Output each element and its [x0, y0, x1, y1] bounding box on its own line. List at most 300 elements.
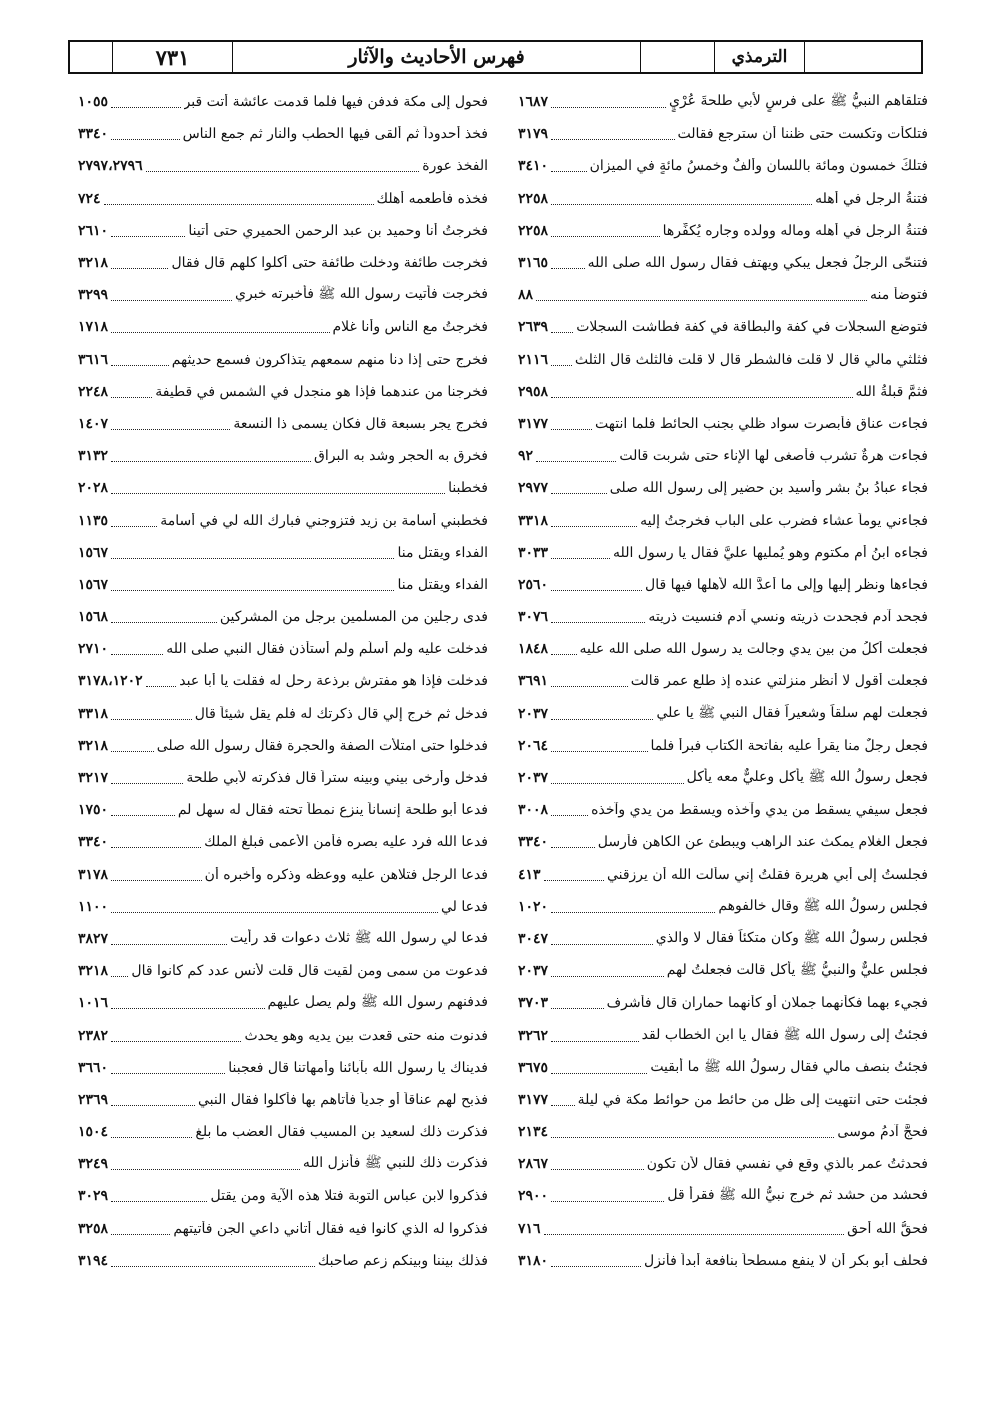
index-entry — [78, 665, 488, 697]
leader-dots — [551, 525, 637, 527]
entry-text: فتلكأت وتكست حتى ظننا أن سترجع فقالت — [677, 126, 928, 143]
leader-dots — [111, 1104, 195, 1106]
entry-ref-number: ٣٢٥٨ — [78, 1220, 109, 1237]
leader-dots — [544, 879, 604, 881]
entry-ref-number: ٢١٣٤ — [518, 1124, 549, 1141]
entry-text: فخرج يجر بسبعة قال فكان يسمى ذا النسعة — [233, 415, 488, 432]
entry-ref-number: ٣٠٢٩ — [78, 1188, 109, 1205]
header-blank-cell — [804, 42, 921, 72]
entry-text: فتوضأ منه — [870, 287, 928, 304]
entry-text: فخرجت فأتيت رسول الله ﷺ فأخبرته خبري — [234, 286, 488, 303]
leader-dots — [111, 1040, 241, 1042]
index-entry — [78, 247, 488, 279]
entry-text: فدعا لي — [440, 898, 488, 915]
leader-dots — [111, 782, 183, 784]
index-entry — [518, 376, 928, 408]
index-entry — [518, 1019, 928, 1051]
index-entry — [78, 987, 488, 1019]
entry-text: فتوضع السجلات في كفة والبطاقة في كفة فطاشت السجلات — [576, 319, 928, 336]
leader-dots — [111, 911, 438, 913]
entry-text: فجاء عبادُ بنُ بشر وأسيد بن حضير إلى رسول الله صلى — [609, 480, 928, 497]
entry-ref-number: ٢٦١٠ — [78, 222, 109, 239]
entry-text: فجعل الغلام يمكث عند الراهب ويبطئ عن الكاهن فأرسل — [597, 834, 928, 851]
entry-text: فتلكَ خمسون ومائة باللسان وألفٌ وخمسُ مائةٍ في الميزان — [589, 158, 928, 175]
entry-ref-number: ٧١٦ — [518, 1220, 541, 1237]
leader-dots — [551, 1040, 639, 1042]
entry-ref-number: ٣٤١٠ — [518, 158, 549, 175]
index-entry — [518, 472, 928, 504]
index-entry — [78, 1084, 488, 1116]
entry-ref-number: ٣١٧٧ — [518, 1091, 549, 1108]
entry-text: فذكرت ذلك لسعيد بن المسيب فقال العضب ما بلغ — [195, 1124, 488, 1141]
entry-ref-number: ٢٨٦٧ — [518, 1156, 549, 1173]
leader-dots — [551, 331, 573, 333]
index-entry — [78, 794, 488, 826]
entry-text: فجئتُ بنصف مالي فقال رسولُ الله ﷺ ما أبقيت — [650, 1058, 928, 1075]
entry-ref-number: ٣٣٤٠ — [78, 126, 109, 143]
book-name: الترمذي — [714, 42, 804, 72]
index-entry — [78, 1116, 488, 1148]
entry-text: فجعلت لهم سلقاً وشعيراً فقال النبي ﷺ يا علي — [656, 704, 928, 721]
entry-ref-number: ٢٣٨٢ — [78, 1027, 109, 1044]
leader-dots — [551, 267, 585, 269]
entry-text: فجاءت عناق فأبصرت سواد ظلي بجنب الحائط فلما انتهت — [595, 415, 928, 432]
entry-ref-number: ٢٠٦٤ — [518, 737, 549, 754]
index-entry — [78, 826, 488, 858]
leader-dots — [551, 653, 576, 655]
leader-dots — [551, 203, 812, 205]
leader-dots — [551, 1007, 604, 1009]
entry-ref-number: ٢٥٦٠ — [518, 576, 549, 593]
leader-dots — [551, 718, 653, 720]
entry-ref-number: ٣٣٤٠ — [518, 834, 549, 851]
entry-ref-number: ٣٨٢٧ — [78, 930, 109, 947]
entry-text: فحقُّ الله أحق — [847, 1220, 928, 1237]
entry-text: فجلس رسولُ الله ﷺ وقال خالفوهم — [718, 897, 928, 914]
index-entry — [78, 150, 488, 182]
leader-dots — [111, 653, 163, 655]
entry-text: فجئتُ إلى رسول الله ﷺ فقال يا ابن الخطاب لقد — [641, 1026, 928, 1043]
leader-dots — [111, 1136, 192, 1138]
entry-ref-number: ٢٧٩٧،٢٧٩٦ — [78, 158, 143, 175]
index-entry — [518, 569, 928, 601]
entry-ref-number: ٣١٧٩ — [518, 126, 549, 143]
left-column — [78, 86, 488, 1277]
leader-dots — [111, 267, 168, 269]
leader-dots — [551, 685, 628, 687]
leader-dots — [111, 364, 169, 366]
leader-dots — [111, 428, 230, 430]
index-entry — [518, 1213, 928, 1245]
entry-ref-number: ٣٣١٨ — [78, 705, 109, 722]
index-entry — [78, 472, 488, 504]
entry-ref-number: ٣٧٠٣ — [518, 995, 549, 1012]
index-entry — [78, 215, 488, 247]
index-entry — [78, 440, 488, 472]
entry-ref-number: ١٠٢٠ — [518, 898, 549, 915]
index-entry — [78, 86, 488, 118]
entry-text: فخرجتُ أنا وحميد بن عبد الرحمن الحميري حتى أتينا — [188, 222, 488, 239]
entry-text: فذكرت ذلك للنبي ﷺ فأنزل الله — [302, 1155, 488, 1172]
leader-dots — [111, 1072, 225, 1074]
entry-ref-number: ٣٢٦٢ — [518, 1027, 549, 1044]
page-title: فهرس الأحاديث والآثار — [232, 42, 640, 72]
index-entry — [518, 183, 928, 215]
entry-ref-number: ٢٢٥٨ — [518, 222, 549, 239]
index-entry — [78, 891, 488, 923]
entry-text: فدعا لي رسول الله ﷺ ثلاث دعوات قد رأيت — [230, 929, 488, 946]
entry-text: الفداء ويقتل منا — [397, 576, 488, 593]
entry-ref-number: ٢٢٤٨ — [78, 383, 109, 400]
index-entry — [518, 633, 928, 665]
entry-text: فجعلت أقول لا أنظر منزلتي عنده إذ طلع عمر قالت — [630, 673, 928, 690]
index-entry — [518, 826, 928, 858]
entry-text: فدنوت منه حتى قعدت بين يديه وهو يحدث — [244, 1027, 488, 1044]
entry-text: فجلس عليٌّ والنبيُّ ﷺ يأكل قالت فجعلتُ لهم — [666, 962, 928, 979]
leader-dots — [551, 814, 588, 816]
leader-dots — [111, 331, 329, 333]
entry-ref-number: ٣٠٧٦ — [518, 609, 549, 626]
entry-text: فدعا الله فرد عليه بصره فأمن الأعمى فبلغ الملك — [204, 834, 488, 851]
entry-text: فدفنهم رسول الله ﷺ ولم يصل عليهم — [267, 994, 488, 1011]
leader-dots — [111, 525, 157, 527]
entry-text: فحدثتُ عمر بالذي وقع في نفسي فقال لأن تكون — [646, 1156, 928, 1173]
leader-dots — [551, 1136, 834, 1138]
entry-text: فجعل رجلٌ منا يقرأ عليه بفاتحة الكتاب فبرأ فلما — [650, 737, 928, 754]
index-entry — [518, 987, 928, 1019]
page-header — [68, 40, 923, 74]
header-blank-cell — [70, 42, 112, 72]
index-entry — [78, 1019, 488, 1051]
leader-dots — [111, 846, 201, 848]
entry-ref-number: ١٧١٨ — [78, 319, 109, 336]
leader-dots — [551, 911, 715, 913]
index-entry — [518, 504, 928, 536]
index-entry — [78, 1052, 488, 1084]
leader-dots — [111, 814, 175, 816]
entry-ref-number: ٢٠٣٧ — [518, 963, 549, 980]
index-entry — [518, 86, 928, 118]
leader-dots — [111, 106, 180, 108]
entry-ref-number: ٣١٧٨ — [78, 866, 109, 883]
entry-text: فخرجنا من عندهما فإذا هو منجدل في الشمس في قطيفة — [155, 383, 488, 400]
entry-text: فثمَّ قبلةُ الله — [855, 383, 928, 400]
entry-ref-number: ٣١٧٧ — [518, 415, 549, 432]
entry-text: فتنةُ الرجل في أهله وماله وولده وجاره يُكفِّرها — [662, 222, 928, 239]
leader-dots — [104, 203, 374, 205]
entry-ref-number: ٣٢١٧ — [78, 770, 109, 787]
entry-text: فخرج حتى إذا دنا منهم سمعهم يتذاكرون فسمع حديثهم — [171, 351, 488, 368]
leader-dots — [146, 685, 177, 687]
leader-dots — [111, 235, 185, 237]
entry-ref-number: ٣٢١٨ — [78, 255, 109, 272]
page-number: ٧٣١ — [112, 42, 232, 72]
entry-text: فخرق به الحجر وشد به البراق — [313, 448, 488, 465]
leader-dots — [111, 138, 180, 140]
entry-ref-number: ٢٠٢٨ — [78, 480, 109, 497]
index-entry — [518, 1148, 928, 1180]
entry-text: فدى رجلين من المسلمين برجل من المشركين — [219, 609, 488, 626]
index-entry — [78, 730, 488, 762]
entry-ref-number: ٣٠٠٨ — [518, 802, 549, 819]
leader-dots — [551, 846, 595, 848]
entry-ref-number: ٢٠٣٧ — [518, 770, 549, 787]
entry-text: فذكروا له الذي كانوا فيه فقال أتاني داعي الجن فأتيتهم — [173, 1220, 488, 1237]
entry-ref-number: ٣٦١٦ — [78, 351, 109, 368]
entry-ref-number: ٢٧١٠ — [78, 641, 109, 658]
leader-dots — [111, 975, 128, 977]
index-entry — [518, 118, 928, 150]
entry-ref-number: ٣٢١٨ — [78, 737, 109, 754]
entry-text: فحول إلى مكة فدفن فيها فلما قدمت عائشة أتت قبر — [183, 94, 488, 111]
entry-text: فدخلت عليه ولم أسلّم ولم أستأذن فقال النبي صلى الله — [166, 641, 488, 658]
leader-dots — [551, 364, 572, 366]
index-entry — [78, 698, 488, 730]
index-entry — [518, 923, 928, 955]
entry-ref-number: ٢١١٦ — [518, 351, 549, 368]
entry-ref-number: ١٧٥٠ — [78, 802, 109, 819]
leader-dots — [551, 557, 610, 559]
entry-ref-number: ٣١٩٤ — [78, 1252, 109, 1269]
entry-ref-number: ٣٣١٨ — [518, 512, 549, 529]
entry-text: فثلثي مالي قال لا قلت فالشطر قال لا قلت فالثلث قال الثلث — [574, 351, 928, 368]
index-entry — [78, 311, 488, 343]
entry-text: فدخلت فإذا هو مفترش برذعة رحل له فقلت يا أبا عبد — [179, 673, 488, 690]
leader-dots — [551, 589, 642, 591]
header-blank-cell — [640, 42, 714, 72]
entry-text: فجعل رسولُ الله ﷺ يأكل وعليٌّ معه يأكل — [686, 769, 928, 786]
entry-text: فحشد من حشد ثم خرج نبيُّ الله ﷺ فقرأ قل — [667, 1187, 928, 1204]
leader-dots — [111, 589, 394, 591]
entry-ref-number: ٢٠٣٧ — [518, 705, 549, 722]
entry-text: فدخلوا حتى امتلأت الصفة والحجرة فقال رسول الله صلى — [156, 737, 488, 754]
index-entry — [78, 344, 488, 376]
entry-ref-number: ١١٠٠ — [78, 898, 109, 915]
leader-dots — [551, 1265, 641, 1267]
index-entry — [78, 633, 488, 665]
index-entry — [78, 1245, 488, 1277]
index-entry — [78, 569, 488, 601]
entry-text: فجاءني يوماً عشاء فضرب على الباب فخرجتُ إليه — [640, 512, 928, 529]
entry-text: فجيء بهما فكأنهما جملان أو كأنهما حماران قال فأشرف — [606, 995, 928, 1012]
index-entry — [518, 408, 928, 440]
entry-ref-number: ٣٢١٨ — [78, 963, 109, 980]
entry-text: فجلستُ إلى أبي هريرة فقلتُ إني سألت الله أن يرزقني — [606, 866, 928, 883]
leader-dots — [551, 428, 592, 430]
entry-ref-number: ٣٦٧٥ — [518, 1059, 549, 1076]
index-entry — [518, 440, 928, 472]
entry-text: فذبح لهم عناقاً أو جدياً فأتاهم بها فأكلوا فقال النبي — [198, 1091, 488, 1108]
index-entry — [518, 601, 928, 633]
index-entry — [518, 955, 928, 987]
entry-ref-number: ١٥٠٤ — [78, 1124, 109, 1141]
entry-ref-number: ١١٣٥ — [78, 512, 109, 529]
leader-dots — [551, 106, 666, 108]
entry-text: فدعا أبو طلحة إنساناً ينزع نمطاً تحته فقال له سهل لم — [177, 802, 488, 819]
leader-dots — [111, 879, 202, 881]
entry-text: فجئت حتى انتهيت إلى ظل من حائط من حوائط مكة في ليلة — [577, 1091, 928, 1108]
entry-text: فحجَّ آدمُ موسى — [837, 1124, 928, 1141]
index-entry — [78, 859, 488, 891]
index-entry — [518, 1052, 928, 1084]
entry-text: فخذه فأطعمه أهلك — [376, 190, 488, 207]
index-entry — [518, 665, 928, 697]
leader-dots — [551, 1072, 647, 1074]
index-entry — [518, 344, 928, 376]
entry-text: فخرجتُ مع الناس وأنا غلام — [332, 319, 488, 336]
index-entry — [78, 408, 488, 440]
index-entry — [518, 279, 928, 311]
leader-dots — [111, 460, 311, 462]
index-entry — [78, 601, 488, 633]
entry-text: فجاءها ونظر إليها وإلى ما أعدَّ الله لأهلها فيها قال — [645, 576, 928, 593]
entry-text: فجعلت أكلُ من بين يدي وجالت يد رسول الله صلى الله عليه — [579, 641, 928, 658]
entry-text: فجعل سيفي يسقط من يدي وآخذه ويسقط من يدي وآخذه — [591, 802, 928, 819]
entry-text: فدعوت من سمى ومن لقيت قال قلت لأنس عدد كم كانوا قال — [131, 963, 488, 980]
index-entry — [518, 1245, 928, 1277]
index-entry — [518, 537, 928, 569]
entry-ref-number: ٧٢٤ — [78, 190, 101, 207]
leader-dots — [111, 750, 154, 752]
entry-text: فخرجت طائفة ودخلت طائفة حتى أكلوا كلهم قال فقال — [171, 255, 488, 272]
index-entry — [518, 1180, 928, 1212]
entry-ref-number: ٣٢٤٩ — [78, 1156, 109, 1173]
leader-dots — [111, 1007, 264, 1009]
leader-dots — [551, 621, 645, 623]
index-entry — [518, 762, 928, 794]
entry-text: فذكروا لابن عباس التوبة فتلا هذه الآية ومن يقتل — [210, 1188, 488, 1205]
right-column — [518, 86, 928, 1277]
leader-dots — [146, 170, 420, 172]
entry-ref-number: ١٥٦٧ — [78, 544, 109, 561]
leader-dots — [111, 299, 232, 301]
entry-text: فديناك يا رسول الله بآبائنا وأمهاتنا قال فعجبنا — [228, 1059, 488, 1076]
leader-dots — [544, 1233, 845, 1235]
entry-ref-number: ٨٨ — [518, 287, 534, 304]
entry-ref-number: ٢٢٥٨ — [518, 190, 549, 207]
entry-ref-number: ١٦٨٧ — [518, 94, 549, 111]
index-entry — [518, 215, 928, 247]
index-entry — [78, 504, 488, 536]
entry-ref-number: ٢٣٦٩ — [78, 1091, 109, 1108]
leader-dots — [111, 1200, 207, 1202]
leader-dots — [551, 750, 647, 752]
leader-dots — [551, 975, 664, 977]
leader-dots — [111, 1265, 315, 1267]
leader-dots — [551, 1104, 575, 1106]
entry-ref-number: ١٠١٦ — [78, 995, 109, 1012]
index-entry — [78, 537, 488, 569]
entry-ref-number: ٣٠٤٧ — [518, 930, 549, 947]
index-entry — [518, 1084, 928, 1116]
entry-text: الفداء ويقتل منا — [397, 544, 488, 561]
index-entry — [518, 1116, 928, 1148]
entry-ref-number: ١٨٤٨ — [518, 641, 549, 658]
entry-ref-number: ٢٩٥٨ — [518, 383, 549, 400]
entry-text: فدخل وأرخى بيني وبينه ستراً قال فذكرته لأبي طلحة — [186, 770, 488, 787]
index-entry — [78, 279, 488, 311]
entry-ref-number: ٣٣٤٠ — [78, 834, 109, 851]
index-entry — [78, 118, 488, 150]
entry-ref-number: ٣١٦٥ — [518, 255, 549, 272]
entry-ref-number: ٣١٨٠ — [518, 1252, 549, 1269]
entry-text: فدخل ثم خرج إلي قال ذكرتك له فلم يقل شيئاً قال — [194, 705, 488, 722]
leader-dots — [111, 557, 394, 559]
leader-dots — [111, 396, 152, 398]
leader-dots — [551, 170, 587, 172]
entry-ref-number: ٣٦٦٠ — [78, 1059, 109, 1076]
entry-ref-number: ٣١٣٢ — [78, 448, 109, 465]
entry-text: فذلك بيننا وبينكم زعم صاحبك — [317, 1252, 488, 1269]
entry-ref-number: ٢٦٣٩ — [518, 319, 549, 336]
index-entry — [518, 859, 928, 891]
leader-dots — [551, 492, 607, 494]
entry-text: فتنحّى الرجلُ فجعل يبكي ويهتف فقال رسول الله صلى الله — [587, 255, 928, 272]
index-entry — [518, 891, 928, 923]
leader-dots — [111, 718, 192, 720]
index-entry — [78, 183, 488, 215]
leader-dots — [536, 299, 867, 301]
index-entry — [518, 150, 928, 182]
entry-text: فتلقاهم النبيُّ ﷺ على فرسٍ لأبي طلحةَ عُرْيٍ — [668, 93, 928, 110]
entry-ref-number: ٣٠٣٣ — [518, 544, 549, 561]
leader-dots — [111, 943, 227, 945]
index-entry — [78, 376, 488, 408]
leader-dots — [536, 460, 616, 462]
index-entry — [518, 311, 928, 343]
index-entry — [518, 247, 928, 279]
entry-ref-number: ١٤٠٧ — [78, 415, 109, 432]
index-entry — [518, 794, 928, 826]
index-entry — [78, 762, 488, 794]
index-entry — [78, 955, 488, 987]
leader-dots — [551, 943, 653, 945]
entry-ref-number: ٢٩٠٠ — [518, 1188, 549, 1205]
index-entry — [78, 1148, 488, 1180]
leader-dots — [551, 235, 660, 237]
entry-ref-number: ٢٩٧٧ — [518, 480, 549, 497]
leader-dots — [551, 396, 852, 398]
entry-text: فخذ أحدوداً ثم ألقى فيها الحطب والنار ثم جمع الناس — [182, 126, 488, 143]
index-entry — [78, 1213, 488, 1245]
index-entry — [78, 1180, 488, 1212]
entry-ref-number: ٣٢٩٩ — [78, 287, 109, 304]
index-entry — [518, 730, 928, 762]
entry-text: فجاءت هرةٌ تشرب فأصغى لها الإناء حتى شربت قالت — [619, 448, 928, 465]
entry-text: فجحد آدم فجحدت ذريته ونسي آدم فنسيت ذريته — [648, 609, 928, 626]
entry-ref-number: ١٥٦٧ — [78, 576, 109, 593]
entry-text: الفخذ عورة — [422, 158, 488, 175]
entry-text: فجلس رسولُ الله ﷺ وكان متكئاً فقال لا والذي — [655, 929, 928, 946]
leader-dots — [551, 1200, 664, 1202]
entry-text: فخطبني أسامة بن زيد فتزوجني فبارك الله لي في أسامة — [160, 512, 488, 529]
entry-ref-number: ٤١٣ — [518, 866, 541, 883]
entry-ref-number: ٩٢ — [518, 448, 534, 465]
entry-ref-number: ٣١٧٨،١٢٠٢ — [78, 673, 143, 690]
leader-dots — [111, 621, 217, 623]
leader-dots — [551, 782, 684, 784]
entry-text: فخطبنا — [448, 480, 488, 497]
entry-ref-number: ٣٦٩١ — [518, 673, 549, 690]
entry-text: فجاءه ابنُ أم مكتوم وهو يُمليها عليَّ فقال يا رسول الله — [613, 544, 928, 561]
entry-ref-number: ١٥٦٨ — [78, 609, 109, 626]
entry-text: فتنةُ الرجل في أهله — [815, 190, 928, 207]
entry-text: فحلف أبو بكر أن لا ينفع مسطحاً بنافعة أبداً فأنزل — [644, 1252, 928, 1269]
index-entry — [78, 923, 488, 955]
leader-dots — [111, 1233, 170, 1235]
leader-dots — [551, 138, 674, 140]
entry-text: فدعا الرجل فتلاهن عليه ووعظه وذكره وأخبره أن — [204, 866, 488, 883]
